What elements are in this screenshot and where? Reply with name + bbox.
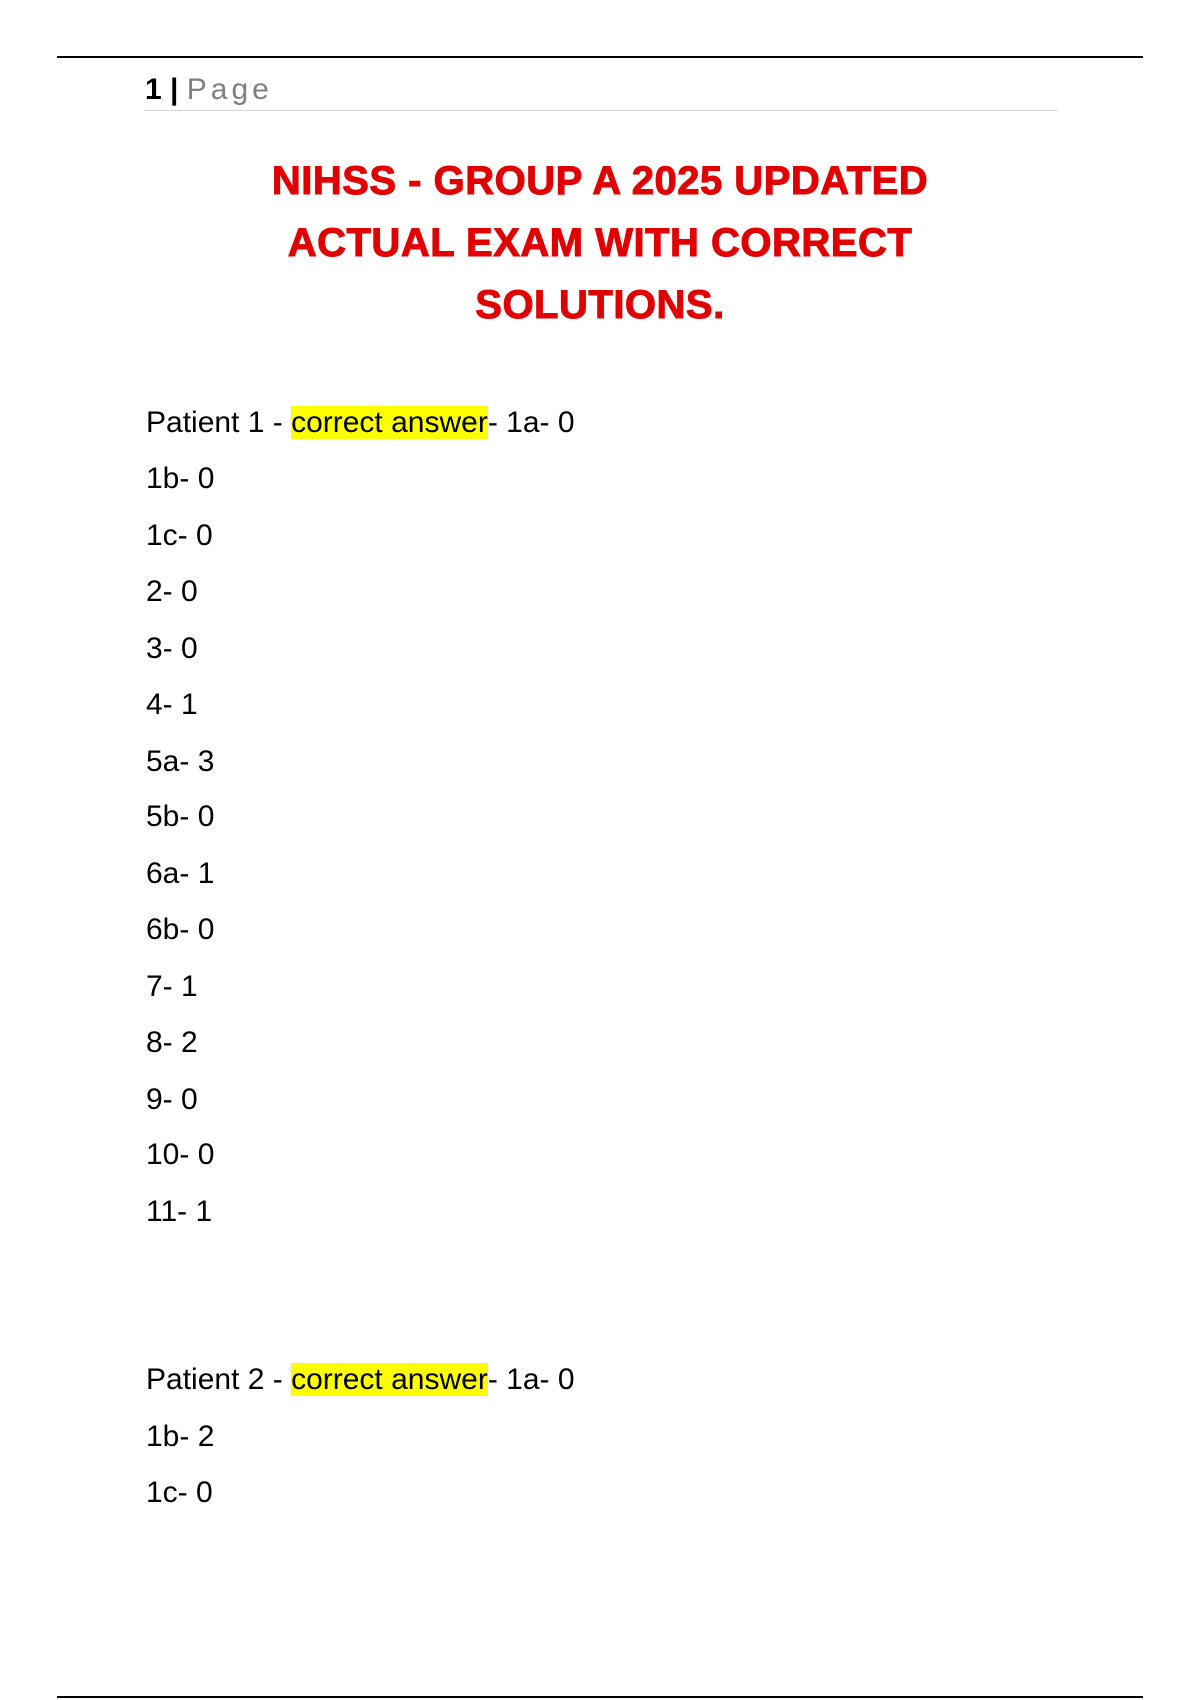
page-number: 1 (145, 73, 162, 106)
document-title (160, 150, 1040, 336)
patient-2-first-item: - 1a- 0 (487, 1363, 575, 1396)
list-item: 6b- 0 (146, 913, 215, 946)
patient-2-heading (146, 1362, 575, 1398)
patient-1-heading (146, 405, 575, 441)
list-item: 7- 1 (146, 970, 198, 1003)
list-item: 1b- 2 (146, 1420, 215, 1453)
list-item: 5b- 0 (146, 800, 215, 833)
patient-2-answer-tag: correct answer (291, 1363, 488, 1396)
list-item: 3- 0 (146, 632, 198, 665)
list-item: 9- 0 (146, 1083, 198, 1116)
list-item: 10- 0 (146, 1138, 215, 1171)
patient-2-label: Patient 2 - (146, 1363, 292, 1396)
bottom-rule (57, 1696, 1143, 1698)
list-item: 4- 1 (146, 688, 198, 721)
title-line-1: NIHSS - GROUP A 2025 UPDATED (271, 159, 929, 203)
page-separator: | (170, 73, 179, 106)
list-item: 11- 1 (146, 1195, 213, 1228)
patient-1-label: Patient 1 - (146, 406, 292, 439)
title-line-3: SOLUTIONS. (475, 283, 725, 327)
page-word: Page (186, 73, 273, 106)
patient-1-first-item: - 1a- 0 (487, 406, 575, 439)
patient-1-answer-tag: correct answer (291, 406, 488, 439)
top-rule (57, 56, 1143, 58)
list-item: 5a- 3 (146, 745, 215, 778)
list-item: 1c- 0 (146, 519, 213, 552)
list-item: 6a- 1 (146, 857, 215, 890)
title-line-2: ACTUAL EXAM WITH CORRECT (287, 221, 913, 265)
list-item: 2- 0 (146, 575, 198, 608)
list-item: 1b- 0 (146, 462, 215, 495)
list-item: 1c- 0 (146, 1476, 213, 1509)
list-item: 8- 2 (146, 1026, 198, 1059)
page-header (145, 72, 1057, 111)
